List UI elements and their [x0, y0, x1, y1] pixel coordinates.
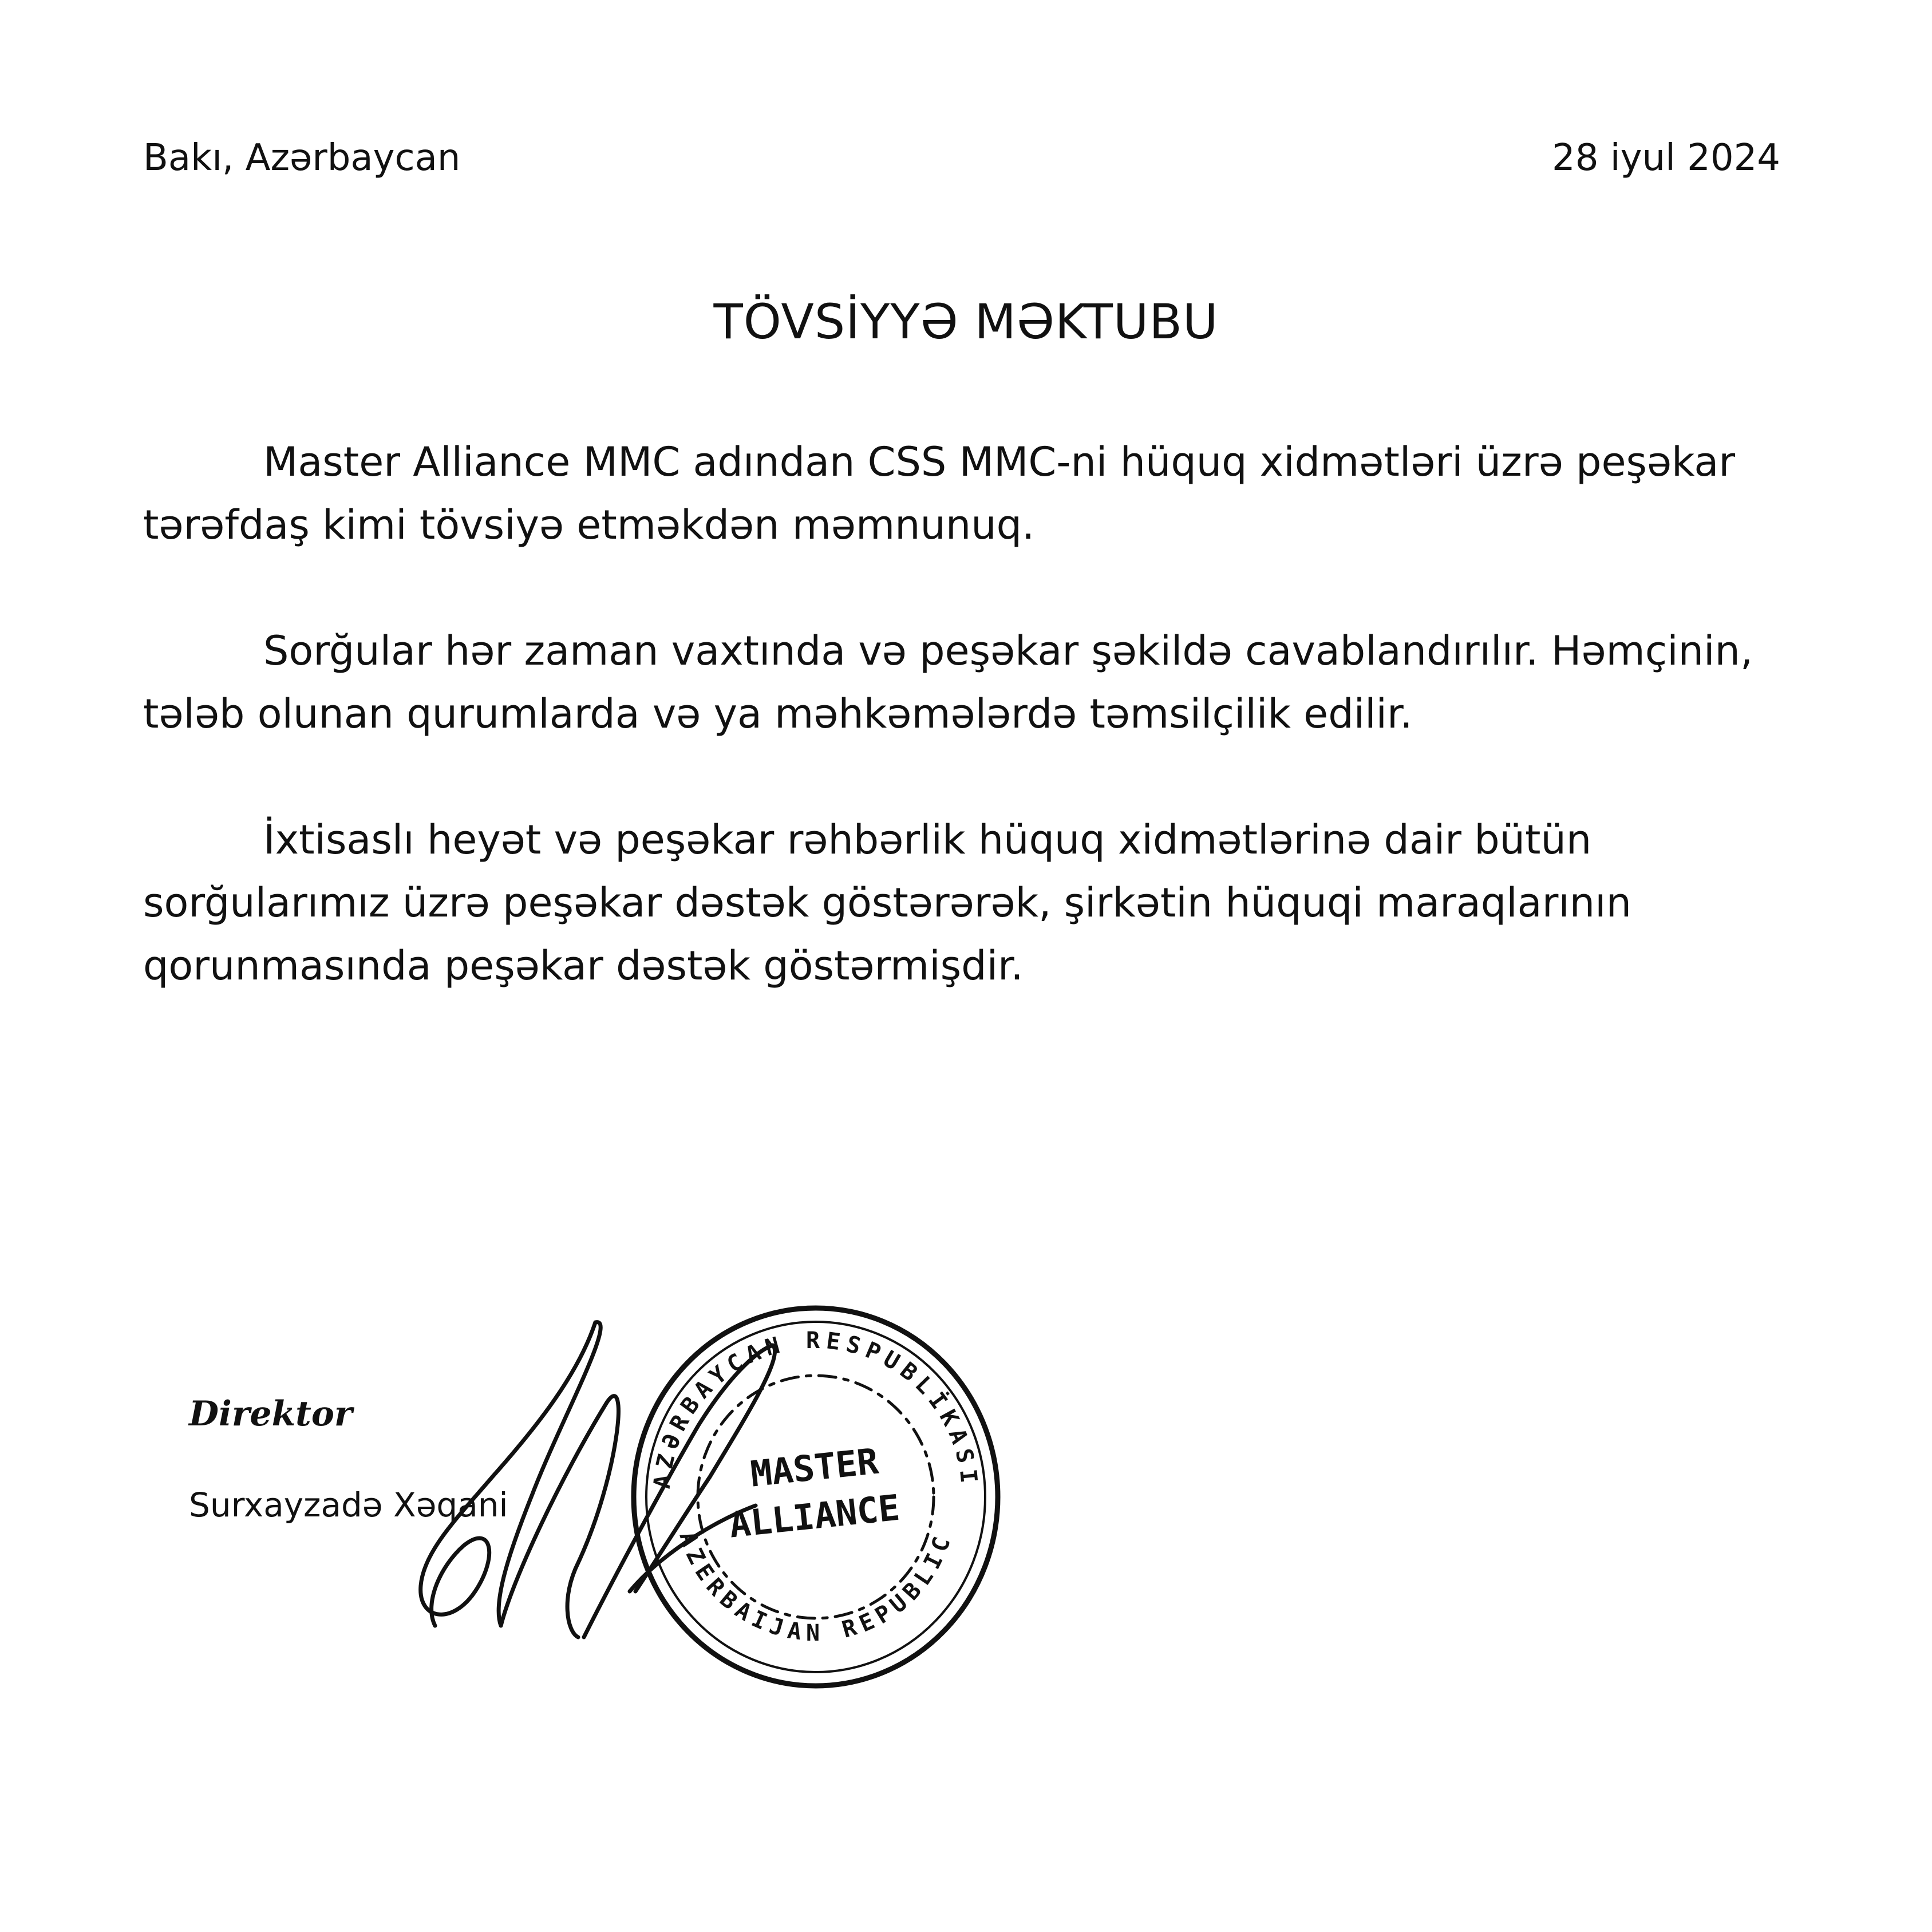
signature-stroke-2 — [499, 1322, 618, 1637]
letter-title: TÖVSİYYƏ MƏKTUBU — [713, 294, 1219, 350]
stamp-outer-bottom-path: AZERBAIJAN REPUBLIC — [674, 1528, 958, 1646]
letter-body — [143, 430, 1823, 1060]
signature-stroke-4 — [630, 1506, 756, 1591]
header-date: 28 iyul 2024 — [1552, 137, 1780, 179]
paragraph-2: Sorğular hər zaman vaxtında və peşəkar şəkildə cavablandırılır. Həmçinin, tələb olunan qurumlarda və ya məhkəmələrdə təmsilçilik edilir. — [143, 627, 1753, 737]
header-location: Bakı, Azərbaycan — [143, 137, 461, 179]
stamp-outer-top-path: AZƏRBAYCAN RESPUBLİKASI — [649, 1327, 983, 1490]
signature-stroke-3 — [584, 1345, 775, 1637]
signatory-position: Direktor — [189, 1394, 353, 1434]
stamp-center-line-1: MASTER — [748, 1440, 880, 1495]
paragraph-3: İxtisaslı heyət və peşəkar rəhbərlik hüquq xidmətlərinə dair bütün sorğularımız üzrə peşəkar dəstək göstərərək, şirkətin hüquqi maraqlarının qorunmasında peşəkar dəstək göstərmişdir. — [143, 816, 1631, 989]
signatory-name: Surxayzadə Xəqani — [189, 1485, 508, 1524]
stamp-center-line-2: ALLIANCE — [727, 1486, 902, 1546]
handwritten-signature — [389, 1305, 801, 1649]
paragraph-1: Master Alliance MMC adından CSS MMC-ni hüquq xidmətləri üzrə peşəkar tərəfdaş kimi tövsiyə etməkdən məmnunuq. — [143, 438, 1736, 548]
